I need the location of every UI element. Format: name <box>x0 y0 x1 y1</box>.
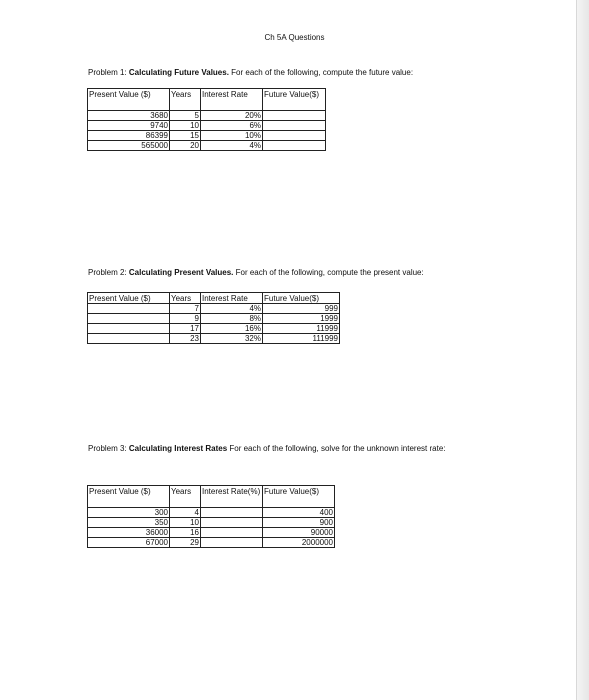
cell-present-value: 350 <box>88 518 170 528</box>
cell-future-value: 111999 <box>263 334 340 344</box>
header-future-value: Future Value($) <box>263 293 340 304</box>
header-interest-rate: Interest Rate <box>201 89 263 111</box>
problem-1-table <box>87 88 326 151</box>
cell-future-value[interactable] <box>263 121 326 131</box>
cell-future-value: 1999 <box>263 314 340 324</box>
cell-present-value: 67000 <box>88 538 170 548</box>
table-row <box>88 508 335 518</box>
cell-present-value: 3680 <box>88 111 170 121</box>
header-present-value: Present Value ($) <box>88 293 170 304</box>
table-row <box>88 304 340 314</box>
cell-future-value[interactable] <box>263 111 326 121</box>
cell-years: 10 <box>170 121 201 131</box>
problem-2-statement <box>88 268 498 278</box>
cell-years: 4 <box>170 508 201 518</box>
header-interest-rate: Interest Rate(%) <box>201 486 263 508</box>
cell-present-value: 86399 <box>88 131 170 141</box>
header-years: Years <box>170 89 201 111</box>
table-row <box>88 121 326 131</box>
table-row <box>88 324 340 334</box>
problem-3-prefix: Problem 3: <box>88 444 129 453</box>
cell-years: 16 <box>170 528 201 538</box>
problem-1-instructions: For each of the following, compute the future value: <box>228 68 414 77</box>
cell-present-value[interactable] <box>88 314 170 324</box>
cell-future-value: 999 <box>263 304 340 314</box>
problem-1-heading: Calculating Future Values. <box>128 68 229 77</box>
cell-present-value[interactable] <box>88 304 170 314</box>
table-row <box>88 131 326 141</box>
page-title: Ch 5A Questions <box>264 33 325 42</box>
cell-interest-rate: 10% <box>201 131 263 141</box>
cell-years: 7 <box>170 304 201 314</box>
table-row <box>88 314 340 324</box>
header-future-value: Future Value($) <box>263 89 326 111</box>
problem-1-statement <box>88 68 498 78</box>
table-header-row <box>88 89 326 111</box>
cell-present-value: 9740 <box>88 121 170 131</box>
table-row <box>88 334 340 344</box>
header-years: Years <box>170 293 201 304</box>
cell-future-value: 90000 <box>263 528 335 538</box>
cell-future-value: 11999 <box>263 324 340 334</box>
problem-2-table <box>87 292 340 344</box>
cell-interest-rate: 20% <box>201 111 263 121</box>
cell-present-value: 300 <box>88 508 170 518</box>
table-row <box>88 538 335 548</box>
cell-interest-rate[interactable] <box>201 538 263 548</box>
cell-years: 15 <box>170 131 201 141</box>
cell-years: 29 <box>170 538 201 548</box>
cell-interest-rate[interactable] <box>201 518 263 528</box>
table-row <box>88 141 326 151</box>
problem-2-instructions: For each of the following, compute the present value: <box>233 268 424 277</box>
header-future-value: Future Value($) <box>263 486 335 508</box>
cell-years: 20 <box>170 141 201 151</box>
header-present-value: Present Value ($) <box>88 486 170 508</box>
cell-interest-rate[interactable] <box>201 508 263 518</box>
cell-years: 9 <box>170 314 201 324</box>
header-years: Years <box>170 486 201 508</box>
cell-future-value[interactable] <box>263 141 326 151</box>
cell-present-value: 36000 <box>88 528 170 538</box>
cell-present-value[interactable] <box>88 324 170 334</box>
cell-interest-rate: 32% <box>201 334 263 344</box>
cell-years: 5 <box>170 111 201 121</box>
cell-interest-rate: 4% <box>201 304 263 314</box>
table-row <box>88 111 326 121</box>
problem-3-table <box>87 485 335 548</box>
problem-3-instructions: For each of the following, solve for the unknown interest rate: <box>227 444 446 453</box>
table-row <box>88 528 335 538</box>
problem-2-heading: Calculating Present Values. <box>128 268 234 277</box>
problem-3-heading: Calculating Interest Rates <box>128 444 228 453</box>
table-header-row <box>88 293 340 304</box>
cell-future-value[interactable] <box>263 131 326 141</box>
cell-future-value: 400 <box>263 508 335 518</box>
problem-1-prefix: Problem 1: <box>88 68 129 77</box>
cell-interest-rate[interactable] <box>201 528 263 538</box>
cell-years: 23 <box>170 334 201 344</box>
header-interest-rate: Interest Rate <box>201 293 263 304</box>
cell-present-value[interactable] <box>88 334 170 344</box>
table-header-row <box>88 486 335 508</box>
header-present-value: Present Value ($) <box>88 89 170 111</box>
cell-present-value: 565000 <box>88 141 170 151</box>
cell-years: 17 <box>170 324 201 334</box>
cell-years: 10 <box>170 518 201 528</box>
page-edge <box>576 0 589 700</box>
problem-3-statement <box>88 444 498 454</box>
cell-future-value: 2000000 <box>263 538 335 548</box>
cell-interest-rate: 4% <box>201 141 263 151</box>
cell-future-value: 900 <box>263 518 335 528</box>
problem-2-prefix: Problem 2: <box>88 268 129 277</box>
cell-interest-rate: 16% <box>201 324 263 334</box>
cell-interest-rate: 8% <box>201 314 263 324</box>
cell-interest-rate: 6% <box>201 121 263 131</box>
table-row <box>88 518 335 528</box>
